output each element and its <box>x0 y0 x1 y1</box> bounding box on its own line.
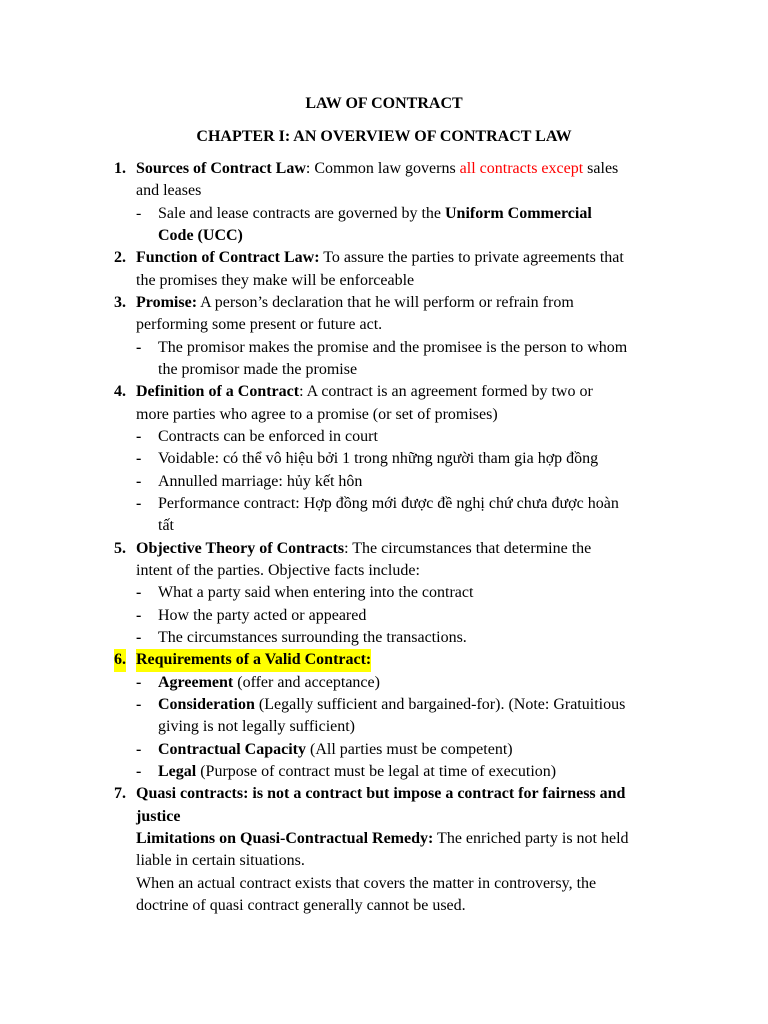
item-5-term: Objective Theory of Contracts <box>136 539 345 557</box>
item-5-number: 5. <box>114 539 126 557</box>
bullet-text: What a party said when entering into the contract <box>158 584 474 602</box>
limitations-term: Limitations on Quasi-Contractual Remedy: <box>136 829 434 847</box>
item-4-bullet-4-cont <box>0 515 768 537</box>
bullet-term: Legal <box>158 762 197 780</box>
item-2-text <box>136 247 624 269</box>
item-4-line-1 <box>0 381 768 403</box>
item-4-bullet-2 <box>0 448 768 470</box>
item-7-heading: Quasi contracts: is not a contract but impose a contract for fairness and <box>136 785 626 803</box>
bullet-dash: - <box>136 494 142 512</box>
item-7-line-2 <box>0 806 768 828</box>
item-6-bullet-4 <box>0 761 768 783</box>
bullet-dash: - <box>136 673 142 691</box>
numbered-list <box>0 158 768 917</box>
bullet-text <box>158 761 556 783</box>
item-1-bullet-1-cont <box>0 225 768 247</box>
item-5-line-1 <box>0 538 768 560</box>
item-5-continuation: intent of the parties. Objective facts include: <box>136 561 420 579</box>
item-1-term: Sources of Contract Law <box>136 160 306 177</box>
bullet-dash: - <box>136 740 142 758</box>
limitations-text <box>136 828 629 850</box>
item-4-number: 4. <box>114 383 126 401</box>
item-5-bullet-3 <box>0 627 768 649</box>
item-6-bullet-2-cont <box>0 716 768 738</box>
item-2-number: 2. <box>114 249 126 267</box>
item-4-continuation: more parties who agree to a promise (or set of promises) <box>136 405 498 423</box>
item-2-line-2 <box>0 270 768 292</box>
item-7-number: 7. <box>114 785 126 803</box>
item-4-bullet-1 <box>0 426 768 448</box>
bullet-continuation: the promisor made the promise <box>158 360 358 378</box>
paragraph-text: When an actual contract exists that covers the matter in controversy, the <box>136 874 597 892</box>
bullet-desc: (offer and acceptance) <box>233 673 380 691</box>
limitations-desc: The enriched party is not held <box>433 829 629 847</box>
item-4-line-2 <box>0 404 768 426</box>
bullet-dash: - <box>136 427 142 445</box>
item-6-bullet-3 <box>0 739 768 761</box>
bullet-continuation: tất <box>158 517 174 535</box>
bullet-text <box>158 203 592 225</box>
item-3-bullet-1 <box>0 337 768 359</box>
item-7-limitations-cont <box>0 850 768 872</box>
bullet-dash: - <box>136 338 142 356</box>
bullet-dash: - <box>136 762 142 780</box>
item-6-term-highlighted: Requirements of a Valid Contract: <box>136 649 371 671</box>
bullet-text <box>158 739 513 761</box>
item-1-text <box>136 158 618 180</box>
bullet-dash: - <box>136 695 142 713</box>
item-3-desc: A person’s declaration that he will perform or refrain from <box>197 293 574 311</box>
bullet-dash: - <box>136 584 142 602</box>
bullet-dash: - <box>136 472 142 490</box>
item-2-line-1 <box>0 247 768 269</box>
item-7-limitations <box>0 828 768 850</box>
item-1-line-1 <box>0 158 768 180</box>
bullet-dash: - <box>136 204 142 222</box>
item-5-bullet-1 <box>0 582 768 604</box>
item-3-number: 3. <box>114 293 126 311</box>
bullet-continuation: giving is not legally sufficient) <box>158 718 356 736</box>
item-7-heading-cont: justice <box>136 807 181 825</box>
item-6-bullet-1 <box>0 672 768 694</box>
item-5-desc: : The circumstances that determine the <box>344 539 592 557</box>
item-6-number: 6. <box>114 649 126 671</box>
item-6-line-1 <box>0 649 768 671</box>
item-3-text <box>136 292 574 314</box>
bullet-text: Voidable: có thể vô hiệu bởi 1 trong những người tham gia hợp đồng <box>158 450 599 468</box>
item-6-bullet-2 <box>0 694 768 716</box>
bullet-dash: - <box>136 606 142 624</box>
item-3-line-2 <box>0 314 768 336</box>
bullet-pre: Sale and lease contracts are governed by the <box>158 204 445 222</box>
bullet-desc: (All parties must be competent) <box>305 740 513 758</box>
limitations-continuation: liable in certain situations. <box>136 852 305 870</box>
item-1-desc-end: sales <box>583 160 619 177</box>
bullet-text <box>158 672 380 694</box>
item-4-bullet-3 <box>0 471 768 493</box>
item-3-bullet-1-cont <box>0 359 768 381</box>
bullet-dash: - <box>136 450 142 468</box>
item-7-paragraph-line-2 <box>0 895 768 917</box>
bullet-term: Consideration <box>158 695 255 713</box>
bullet-desc: (Purpose of contract must be legal at time of execution) <box>196 762 557 780</box>
bullet-text: The circumstances surrounding the transactions. <box>158 628 467 646</box>
item-4-desc: : A contract is an agreement formed by two or <box>299 383 593 401</box>
paragraph-text: doctrine of quasi contract generally cannot be used. <box>136 896 466 914</box>
item-1-red-text: all contracts except <box>459 160 584 177</box>
item-1-desc: : Common law governs <box>305 160 460 177</box>
chapter-heading: CHAPTER I: AN OVERVIEW OF CONTRACT LAW <box>196 128 572 145</box>
bullet-text: Contracts can be enforced in court <box>158 427 378 445</box>
item-3-continuation: performing some present or future act. <box>136 316 383 334</box>
item-1-bullet-1 <box>0 203 768 225</box>
bullet-desc: (Legally sufficient and bargained-for). (Note: Gratuitious <box>254 695 626 713</box>
item-2-continuation: the promises they make will be enforceable <box>136 271 415 289</box>
bullet-continuation: Code (UCC) <box>158 226 243 244</box>
bullet-text: Annulled marriage: hủy kết hôn <box>158 472 363 490</box>
item-5-bullet-2 <box>0 605 768 627</box>
bullet-term: Agreement <box>158 673 234 691</box>
bullet-bold: Uniform Commercial <box>444 204 592 222</box>
item-1-line-2 <box>0 180 768 202</box>
bullet-dash: - <box>136 628 142 646</box>
item-2-desc: To assure the parties to private agreements that <box>319 249 624 267</box>
item-1-continuation: and leases <box>136 182 202 200</box>
item-1-number: 1. <box>114 160 126 177</box>
item-7-line-1 <box>0 783 768 805</box>
bullet-text <box>158 694 625 716</box>
bullet-term: Contractual Capacity <box>158 740 306 758</box>
item-5-text <box>136 538 591 560</box>
item-3-term: Promise: <box>136 293 198 311</box>
item-2-term: Function of Contract Law: <box>136 249 320 267</box>
item-3-line-1 <box>0 292 768 314</box>
item-4-text <box>136 381 593 403</box>
item-7-paragraph-line-1 <box>0 873 768 895</box>
document-title: LAW OF CONTRACT <box>305 95 463 112</box>
bullet-text: Performance contract: Hợp đồng mới được đề nghị chứ chưa được hoàn <box>158 494 619 512</box>
item-4-bullet-4 <box>0 493 768 515</box>
item-5-line-2 <box>0 560 768 582</box>
bullet-text: The promisor makes the promise and the promisee is the person to whom <box>158 338 628 356</box>
item-4-term: Definition of a Contract <box>136 383 300 401</box>
bullet-text: How the party acted or appeared <box>158 606 367 624</box>
